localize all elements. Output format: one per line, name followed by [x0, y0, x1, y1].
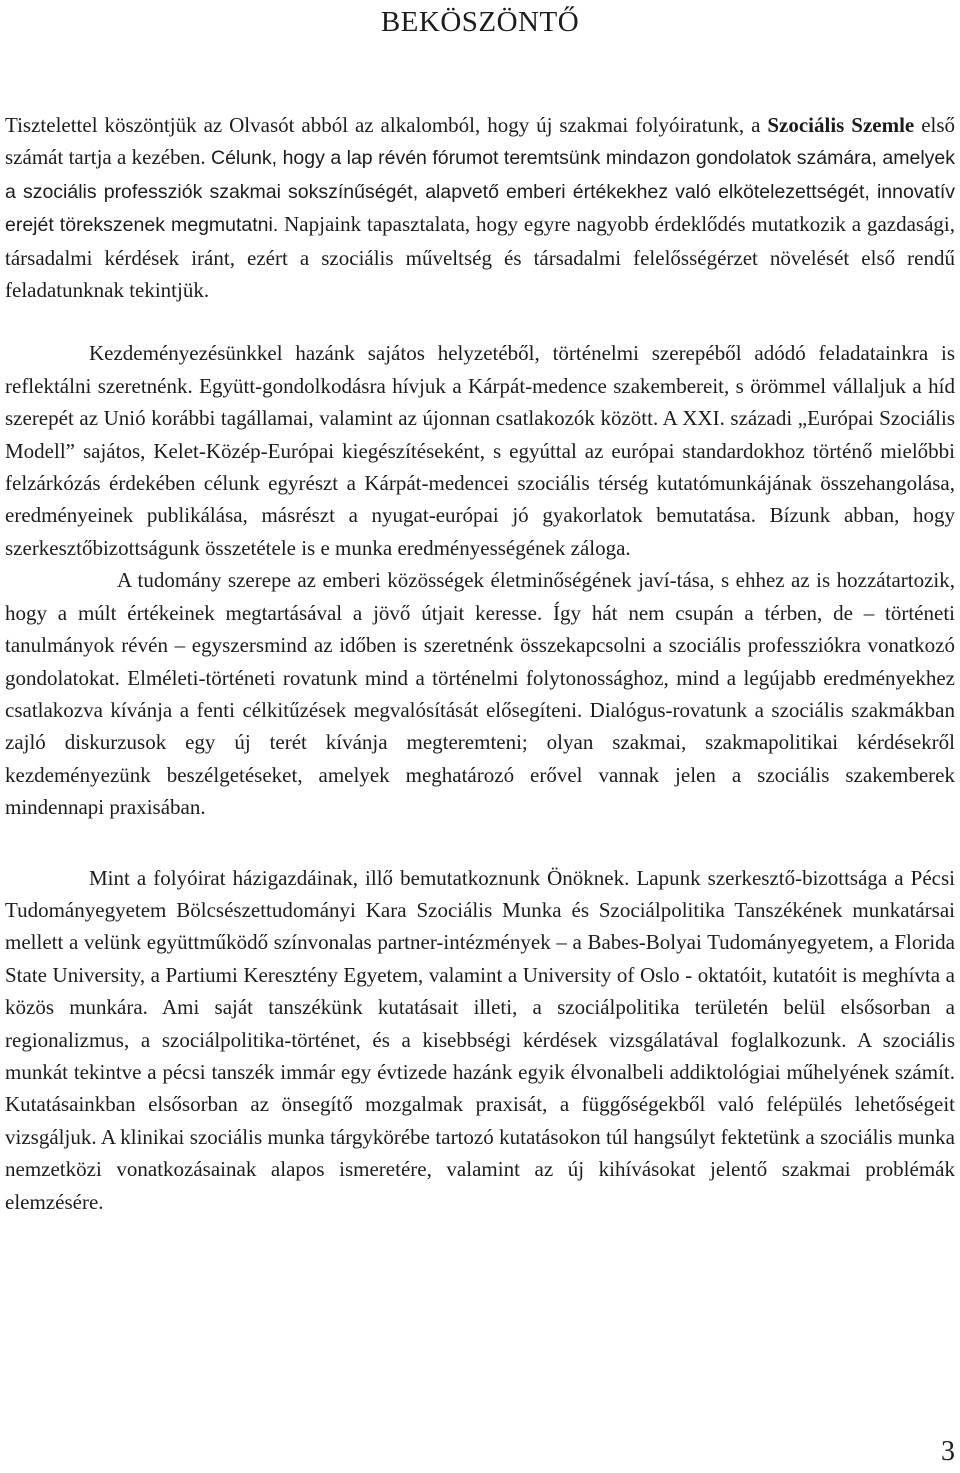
paragraph-1 — [5, 109, 955, 306]
page-title: BEKÖSZÖNTŐ — [380, 6, 580, 38]
journal-name: Szociális Szemle — [767, 113, 915, 137]
paragraph-4: Mint a folyóirat házigazdáinak, illő bemutatkoznunk Önöknek. Lapunk szerkesztő-bizottsága a Pécsi Tudományegyetem Bölcsészettudományi Kara Szociális Munka és Szociálpolitika Tanszékének munkatársai mellett a velünk együttműködő színvonalas partner-intézmények – a Babes-Bolyai Tudományegyetem, a Florida State University, a Partiumi Keresztény Egyetem, valamint a University of Oslo - oktatóit, kutatóit is meghívta a közös munkára. Ami saját tanszékünk kutatásait illeti, a szociálpolitika területén belül elsősorban a regionalizmus, a szociálpolitika-történet, és a kisebbségi kérdések vizsgálatával foglalkozunk. A szociális munkát tekintve a pécsi tanszék immár egy évtizede hazánk egyik élvonalbeli addiktológiai műhelyének számít. Kutatásainkban elsősorban az önsegítő mozgalmak praxisát, a függőségekből való felépülés lehetőségeit vizsgáljuk. A klinikai szociális munka tárgykörébe tartozó kutatásokon túl hangsúlyt fektetünk a szociális munka nemzetközi vonatkozásainak alapos ismeretére, valamint az új kihívásokat jelentő szakmai problémák elemzésére. — [5, 865, 955, 1214]
paragraph-3: A tudomány szerepe az emberi közösségek életminőségének javí-tása, s ehhez az is hozzátartozik, hogy a múlt értékeinek megtartásával a jövő útjait keresse. Így hát nem csupán a térben, de – történeti tanulmányok révén – egyszersmind az időben is szeretnénk összekapcsolni a szociális professziókra vonatkozó gondolatokat. Elméleti-történeti rovatunk mind a történelmi folytonossághoz, mind a legújabb eredményekhez csatlakozva kívánja a fenti célkitűzések megvalósítását elősegíteni. Dialógus-rovatunk a szociális szakmákban zajló diskurzusok egy új terét kívánja megteremteni; olyan szakmai, szakmapolitikai kérdésekről kezdeményezünk beszélgetéseket, amelyek meghatározó erővel vannak jelen a szociális szakemberek mindennapi praxisában. — [5, 568, 955, 820]
article-body — [5, 109, 955, 1218]
page-number: 3 — [941, 1436, 955, 1467]
paragraph-1-intro: Tisztelettel köszöntjük az Olvasót abból az alkalomból, hogy új szakmai folyóiratunk, a — [5, 113, 768, 137]
paragraph-1-conclusion: Napjaink tapasztalata, hogy egyre nagyobb érdeklődés mutatkozik a gazdasági, társadalmi kérdések iránt, ezért a szociális műveltség és társadalmi felelősségérzet növelését első rendű feladatunknak tekintjük. — [5, 212, 955, 303]
paragraph-2: Kezdeményezésünkkel hazánk sajátos helyzetéből, történelmi szerepéből adódó feladatainkra is reflektálni szeretnénk. Együtt-gondolkodásra hívjuk a Kárpát-medence szakembereit, s örömmel vállaljuk a híd szerepét az Unió korábbi tagállamai, valamint az újonnan csatlakozók között. A XXI. századi „Európai Szociális Modell” sajátos, Kelet-Közép-Európai kiegészítéseként, s egyúttal az európai standardokhoz történő mielőbbi felzárkózás érdekében célunk egyrészt a Kárpát-medencei szociális térség kutatómunkájának összehangolása, eredményeinek publikálása, másrészt a nyugat-európai jó gyakorlatok bemutatása. Bízunk abban, hogy szerkesztőbizottságunk összetétele is e munka eredményességének záloga. — [5, 341, 955, 560]
paragraph-1-continuation: első számát tartja a kezében. — [5, 113, 956, 170]
paragraph-1-goal: Célunk, hogy a lap révén fórumot teremtsünk mindazon gondolatok számára, amelyek a szociális professziók szakmai sokszínűségét, alapvető emberi értékekhez való elkötelezettségét, innovatív erejét törekszenek megmutatni. — [5, 147, 955, 237]
